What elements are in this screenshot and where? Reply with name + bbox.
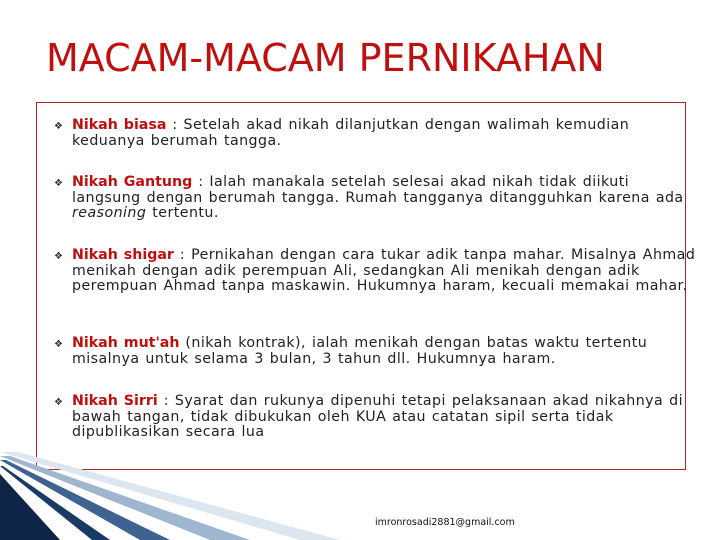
bullet-emphasis: reasoning: [72, 205, 147, 221]
bullet-icon: ❖: [54, 339, 63, 350]
bullet-text: [72, 394, 702, 441]
bullet-description: : Syarat dan rukunya dipenuhi tetapi pelaksanaan akad nikahnya di bawah tangan, tidak dibukukan oleh KUA atau catatan sipil serta tidak dipublikasikan secara lua: [72, 393, 683, 440]
bullet-item-nikah-gantung: [52, 175, 702, 222]
bullet-item-nikah-shigar: [52, 248, 702, 295]
bullet-term: Nikah mut'ah: [72, 335, 180, 351]
bullet-description: (nikah kontrak), ialah menikah dengan batas waktu tertentu misalnya untuk selama 3 bulan, 3 tahun dll. Hukumnya haram.: [72, 335, 648, 367]
stripe-light: [0, 452, 340, 540]
bullet-item-nikah-biasa: [52, 118, 702, 149]
bullet-description: : Ialah manakala setelah selesai akad nikah tidak diikuti langsung dengan berumah tangga. Rumah tangganya ditangguhkan karena ada: [72, 174, 684, 206]
bullet-term: Nikah Sirri: [72, 393, 158, 409]
bullet-term: Nikah Gantung: [72, 174, 193, 190]
bullet-icon: ❖: [54, 251, 63, 262]
bullet-description: : Pernikahan dengan cara tukar adik tanpa mahar. Misalnya Ahmad menikah dengan adik perempuan Ali, sedangkan Ali menikah dengan adik perempuan Ahmad tanpa maskawin. Hukumnya haram, kecuali memakai mahar.: [72, 247, 696, 294]
bullet-term: Nikah shigar: [72, 247, 174, 263]
bullet-icon: ❖: [54, 121, 63, 132]
bullet-icon: ❖: [54, 178, 63, 189]
bullet-item-nikah-mutah: [52, 336, 702, 367]
footer-email: imronrosadi2881@gmail.com: [375, 517, 515, 528]
bullet-text: [72, 175, 702, 222]
bullet-term: Nikah biasa: [72, 117, 167, 133]
bullet-text: [72, 336, 702, 367]
bullet-icon: ❖: [54, 397, 63, 408]
slide-title: MACAM-MACAM PERNIKAHAN: [46, 36, 605, 80]
bullet-description-end: tertentu.: [146, 205, 219, 221]
bullet-item-nikah-sirri: [52, 394, 702, 441]
bullet-text: [72, 248, 702, 295]
bullet-description: : Setelah akad nikah dilanjutkan dengan walimah kemudian keduanya berumah tangga.: [72, 117, 630, 149]
bullet-text: [72, 118, 702, 149]
decorative-stripes: [0, 448, 340, 540]
